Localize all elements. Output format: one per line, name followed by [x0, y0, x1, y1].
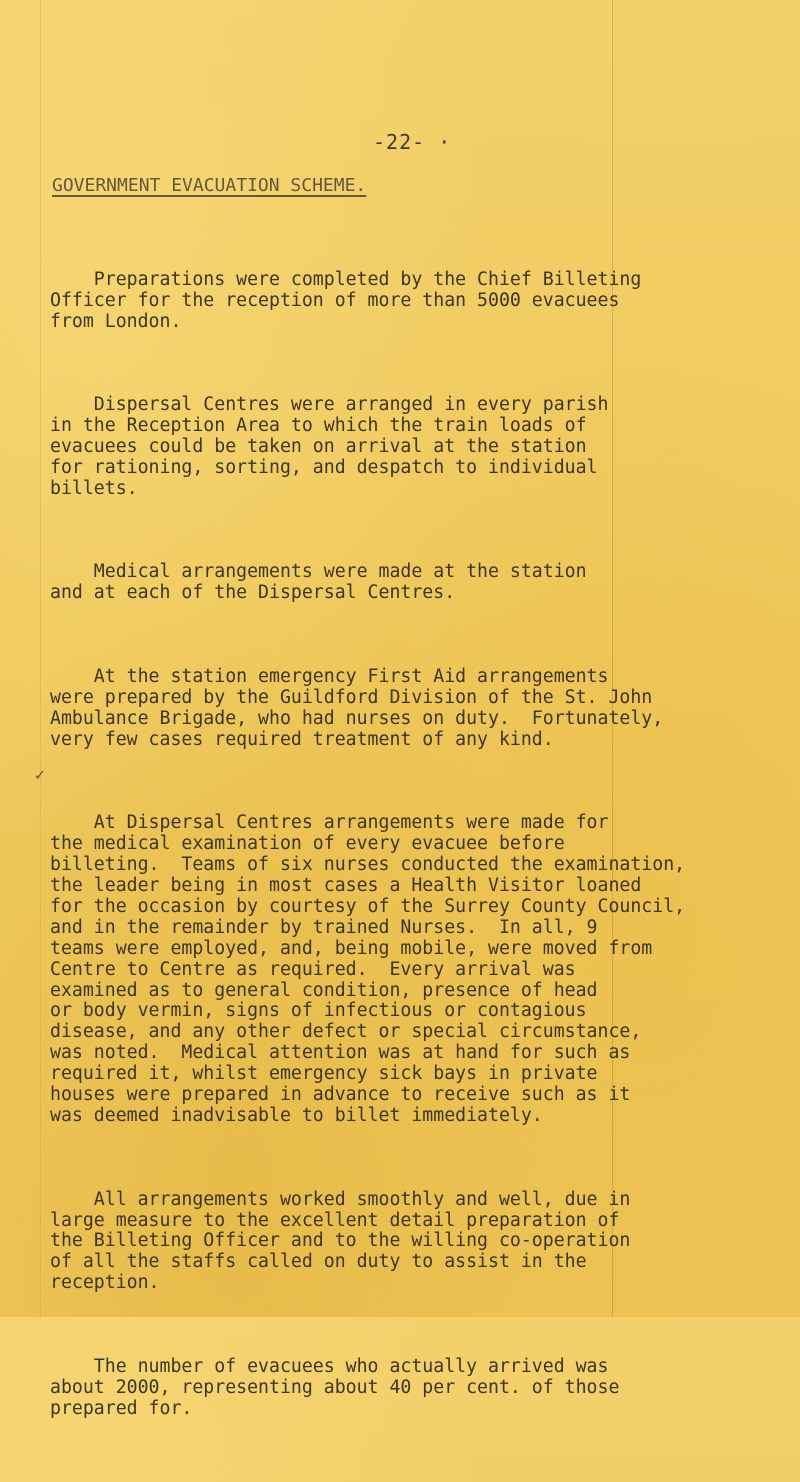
paragraph-medical-examination: At Dispersal Centres arrangements were made for the medical examination of every evacuee before billeting. Teams of six nurses conducted the examination, the leader being in most cases a Health Visitor loaned for the occasion by courtesy of the Surrey County Council, and in the remainder by trained Nurses. In all, 9 teams were employed, and, being mobile, were moved from Centre to Centre as required. Every arrival was examined as to general condition, presence of head or body vermin, signs of infectious or contagious disease, and any other defect or special circumstance, was noted. Medical attention was at hand for such as required it, whilst emergency sick bays in private houses were prepared in advance to receive such as it was deemed inadvisable to billet immediately.	[50, 812, 686, 1126]
margin-check-mark: ✓	[35, 765, 45, 784]
paragraph-arrangements-worked: All arrangements worked smoothly and well, due in large measure to the excellent detail preparation of the Billeting Officer and to the willing co-operation of all the staffs called on duty to assist in the reception.	[50, 1188, 631, 1294]
paragraph-preparations: Preparations were completed by the Chief Billeting Officer for the reception of more than 5000 evacuees from London.	[50, 268, 642, 332]
paragraph-dispersal-centres: Dispersal Centres were arranged in every parish in the Reception Area to which the train loads of evacuees could be taken on arrival at the station for rationing, sorting, and despatch to individual billets.	[50, 394, 609, 499]
page-number: -22- ·	[373, 130, 452, 154]
paragraph-number-arrived: The number of evacuees who actually arrived was about 2000, representing about 40 per cent. of those prepared for.	[50, 1355, 620, 1419]
document-heading: GOVERNMENT EVACUATION SCHEME.	[52, 175, 367, 196]
paragraph-first-aid: At the station emergency First Aid arrangements were prepared by the Guildford Division of the St. John Ambulance Brigade, who had nurses on duty. Fortunately, very few cases required treatment of any kind.	[50, 665, 664, 750]
paragraph-medical-arrangements: Medical arrangements were made at the station and at each of the Dispersal Centres.	[50, 561, 587, 604]
document-body	[50, 228, 750, 1482]
